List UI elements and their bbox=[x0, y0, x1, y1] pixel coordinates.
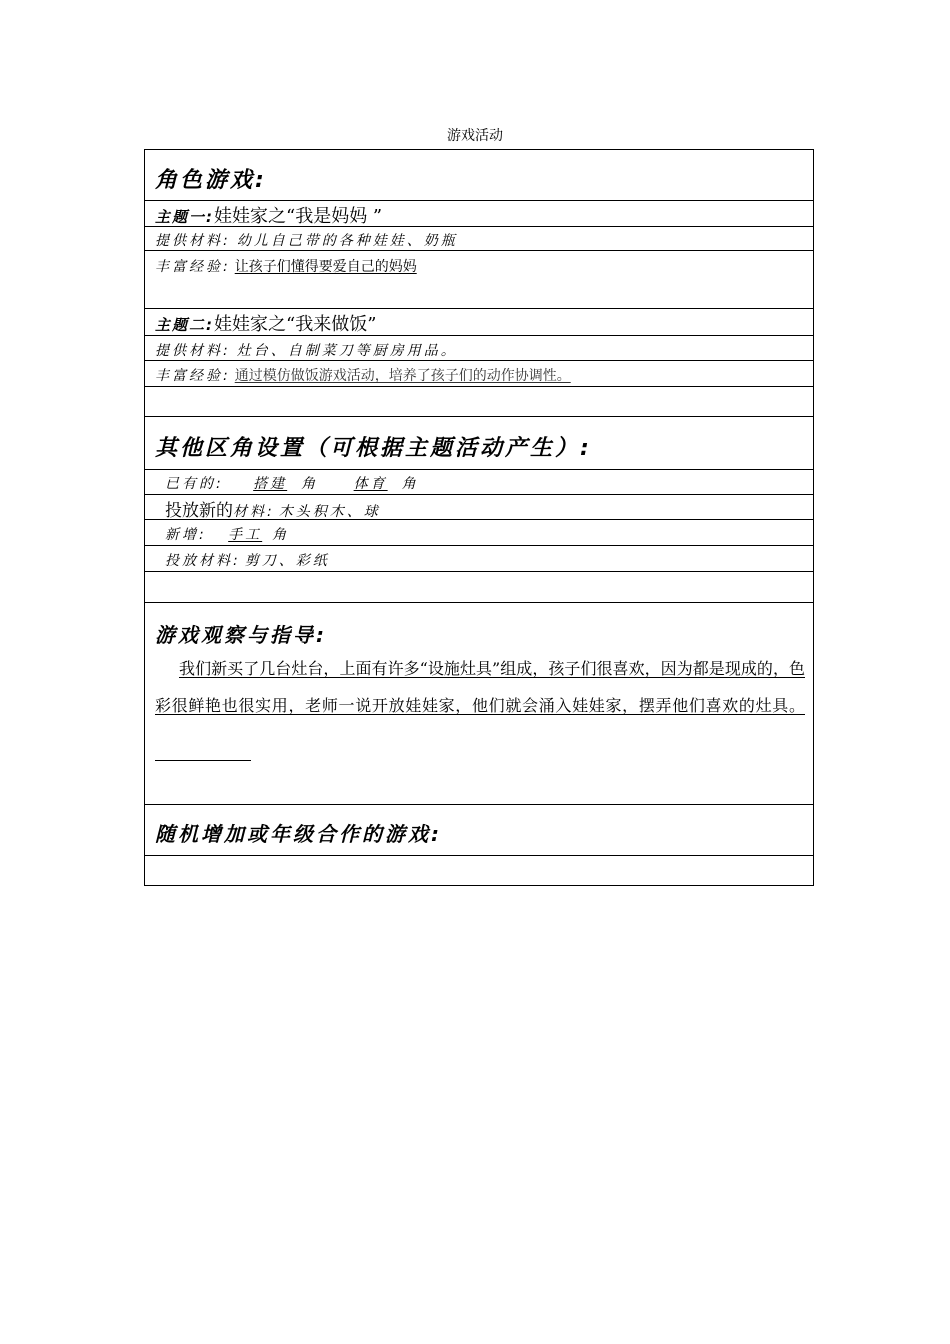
theme1-title bbox=[155, 202, 382, 228]
other-areas-heading-row bbox=[145, 417, 813, 470]
new-materials-label: 材料: bbox=[233, 504, 275, 520]
theme1-prefix: 主题一: bbox=[155, 208, 214, 226]
added-corner-value: 手工 bbox=[228, 527, 263, 543]
theme2-experience-label: 丰富经验: bbox=[155, 368, 231, 384]
new-materials-row bbox=[145, 495, 813, 520]
empty-row-2 bbox=[145, 572, 813, 603]
other-areas-heading: 其他区角设置（可根据主题活动产生）: bbox=[155, 436, 592, 461]
theme2-experience bbox=[155, 365, 571, 385]
role-play-heading: 角色游戏: bbox=[155, 168, 267, 193]
existing-label: 已有的: bbox=[165, 476, 224, 492]
existing-corners bbox=[165, 473, 419, 493]
existing-corner-2: 体育 bbox=[353, 476, 388, 492]
theme2-materials-value: 灶台、自制菜刀等厨房用品。 bbox=[236, 343, 458, 359]
added-label: 新增: bbox=[165, 527, 207, 543]
theme2-materials bbox=[155, 340, 458, 360]
theme1-materials-value: 幼儿自己带的各种娃娃、奶瓶 bbox=[236, 233, 458, 249]
existing-corner-1: 搭建 bbox=[253, 476, 288, 492]
theme1-experience bbox=[155, 256, 417, 276]
new-materials bbox=[165, 496, 381, 521]
new-materials-value: 木头积木、球 bbox=[278, 504, 381, 520]
observation-section bbox=[145, 603, 813, 805]
added-corner-row bbox=[145, 520, 813, 546]
theme1-experience-row bbox=[145, 251, 813, 309]
theme1-experience-label: 丰富经验: bbox=[155, 259, 231, 275]
theme1-materials bbox=[155, 230, 458, 250]
document-title: 游戏活动 bbox=[447, 128, 503, 144]
theme2-title-row bbox=[145, 309, 813, 336]
put-materials-label: 投放材料: bbox=[165, 553, 241, 569]
random-games-heading-row bbox=[145, 805, 813, 856]
theme1-name: 娃娃家之“我是妈妈 ” bbox=[214, 206, 383, 227]
theme2-materials-row bbox=[145, 336, 813, 361]
new-materials-prefix: 投放新的 bbox=[165, 501, 233, 521]
theme2-prefix: 主题二: bbox=[155, 316, 214, 334]
theme1-title-row bbox=[145, 201, 813, 227]
theme1-materials-row bbox=[145, 227, 813, 251]
corner-suffix-2: 角 bbox=[401, 476, 419, 492]
theme2-materials-label: 提供材料: bbox=[155, 343, 231, 359]
put-materials-value: 剪刀、彩纸 bbox=[244, 553, 330, 569]
corner-suffix-1: 角 bbox=[301, 476, 319, 492]
theme2-experience-row bbox=[145, 361, 813, 387]
existing-corners-row bbox=[145, 470, 813, 495]
corner-suffix-3: 角 bbox=[272, 527, 290, 543]
observation-trailing-blank bbox=[155, 744, 251, 761]
theme1-materials-label: 提供材料: bbox=[155, 233, 231, 249]
observation-heading: 游戏观察与指导: bbox=[155, 623, 327, 647]
empty-row-1 bbox=[145, 387, 813, 417]
role-play-heading-row bbox=[145, 150, 813, 201]
theme2-title bbox=[155, 310, 376, 336]
put-materials bbox=[165, 550, 330, 570]
put-materials-row bbox=[145, 546, 813, 572]
theme1-experience-value: 让孩子们懂得要爱自己的妈妈 bbox=[234, 259, 417, 275]
theme2-experience-value: 通过模仿做饭游戏活动，培养了孩子们的动作协调性。 bbox=[234, 368, 571, 384]
added-corner bbox=[165, 524, 289, 544]
theme2-name: 娃娃家之“我来做饭” bbox=[214, 314, 377, 335]
observation-text: 我们新买了几台灶台，上面有许多“设施灶具”组成，孩子们很喜欢，因为都是现成的，色彩很鲜艳也很实用，老师一说开放娃娃家，他们就会涌入娃娃家，摆弄他们喜欢的灶具。 bbox=[155, 659, 805, 715]
random-games-heading: 随机增加或年级合作的游戏: bbox=[155, 822, 442, 846]
empty-row-3 bbox=[145, 856, 813, 887]
activity-table bbox=[144, 149, 814, 886]
observation-text-block bbox=[155, 650, 805, 761]
